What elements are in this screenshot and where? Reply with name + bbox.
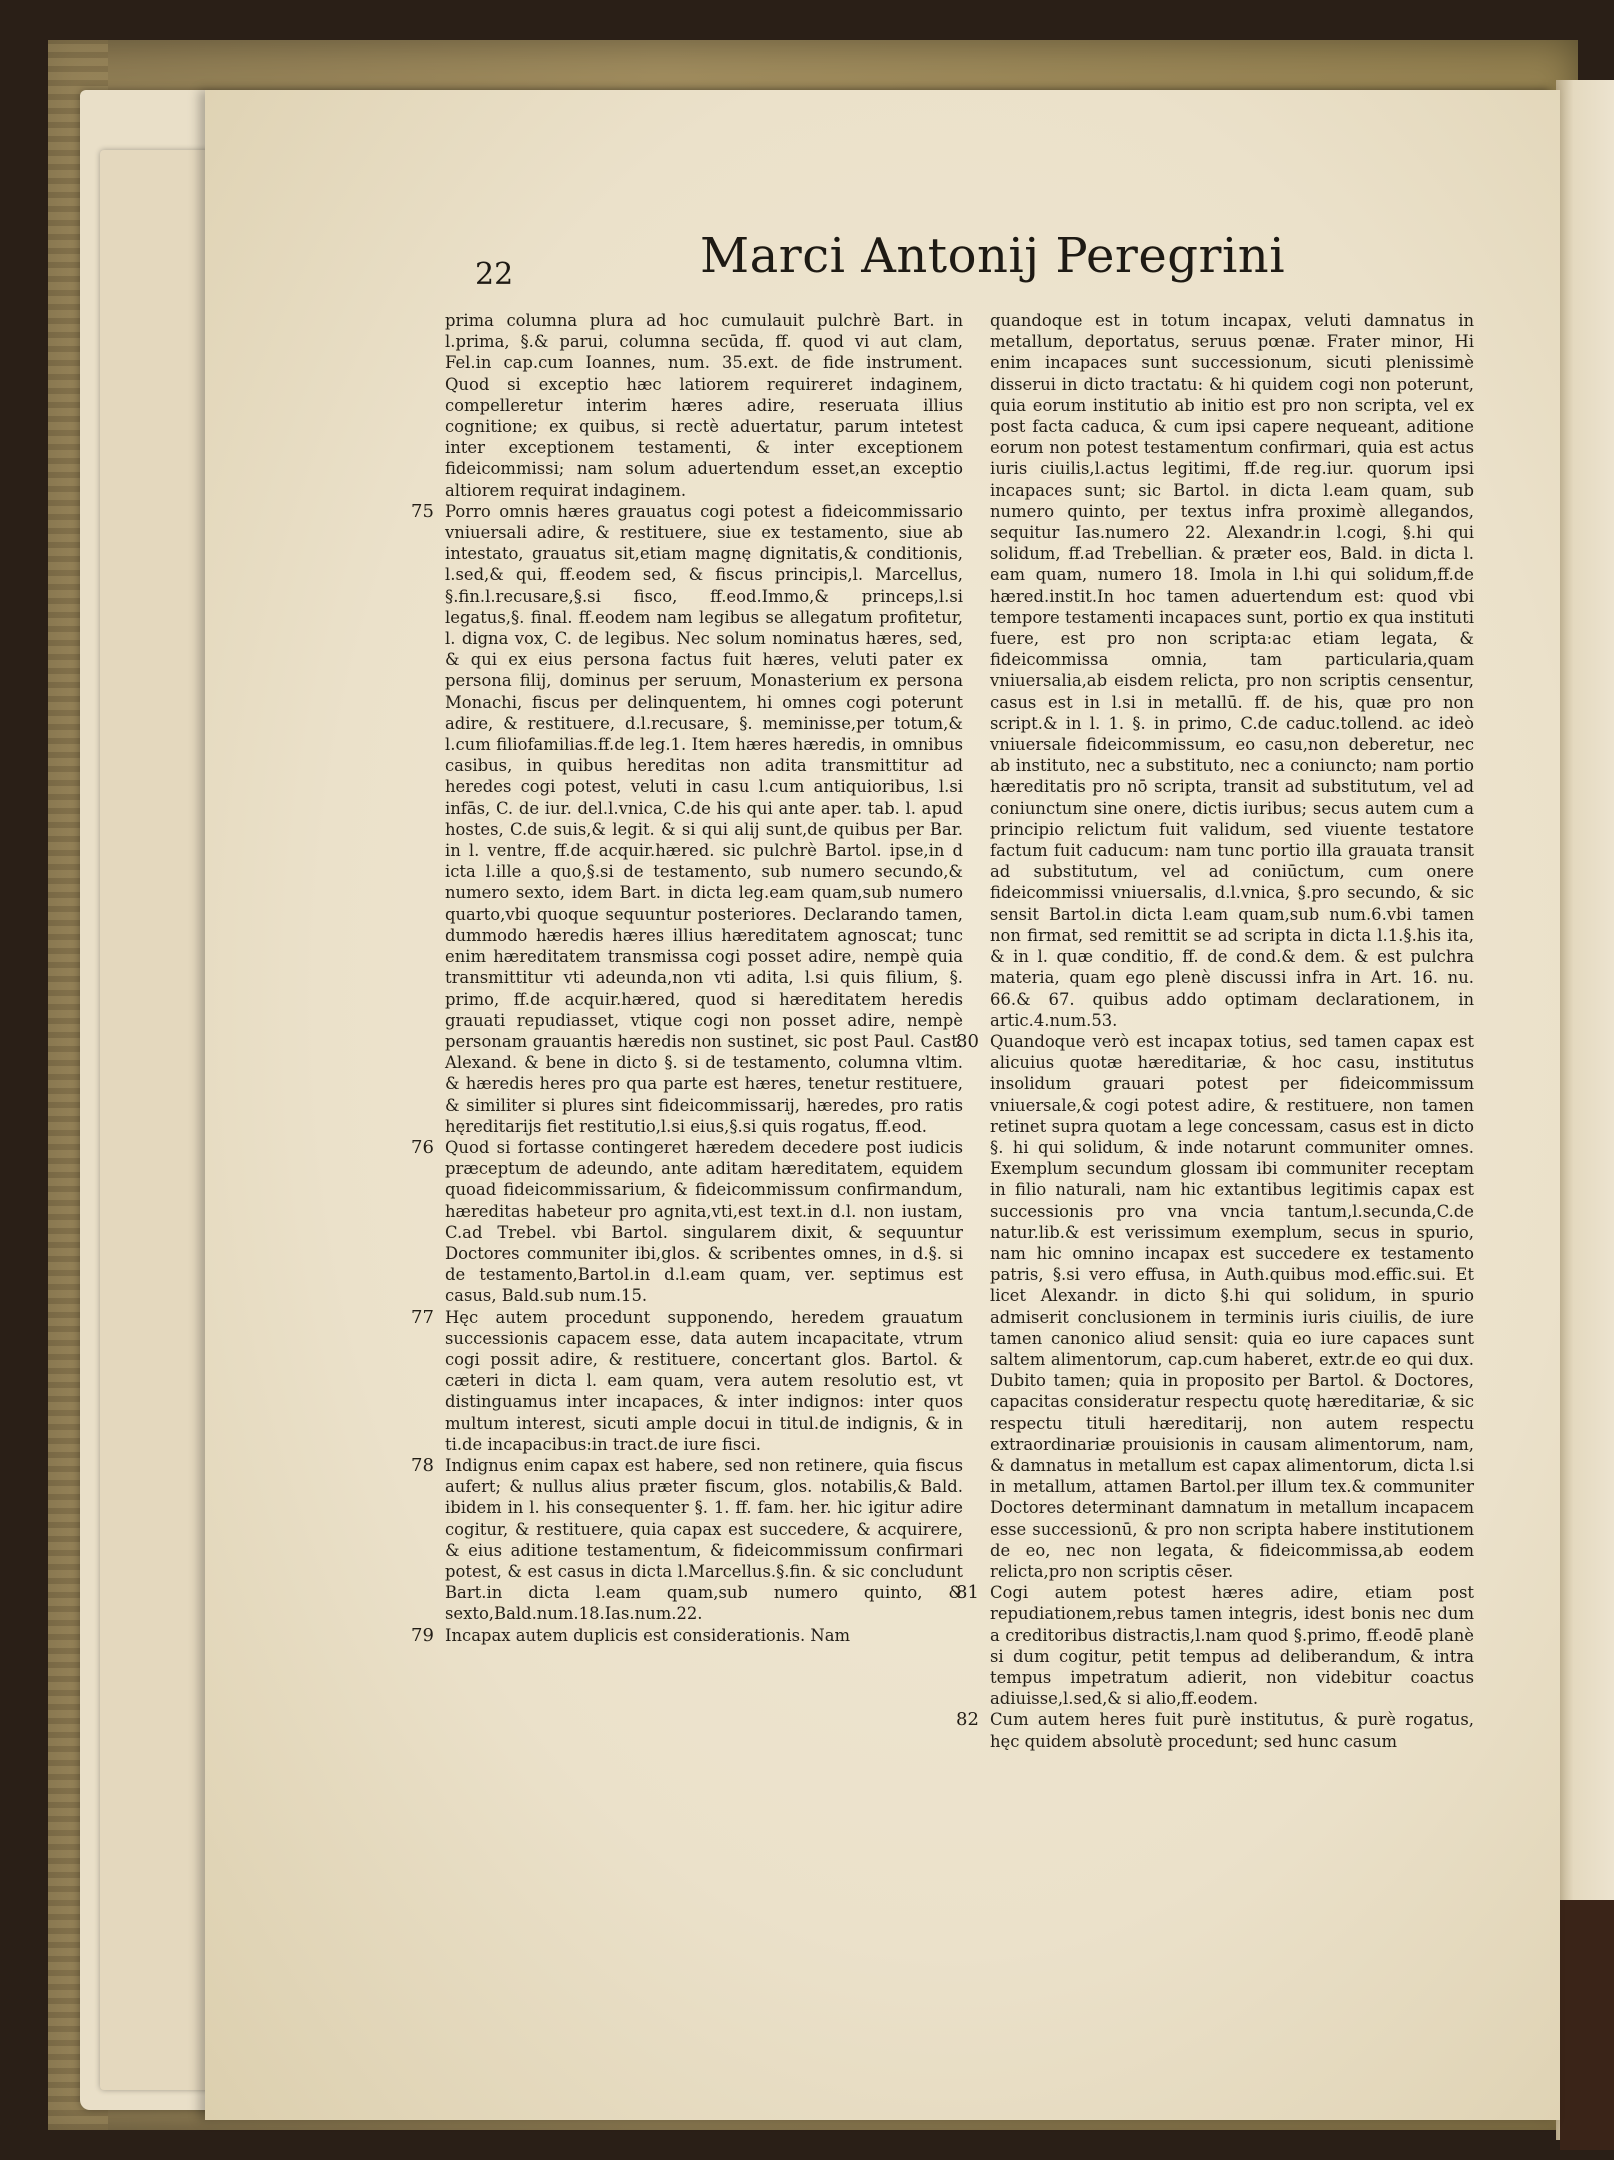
facing-page-edge <box>1556 80 1614 2140</box>
paragraph-77: Hęc autem procedunt supponendo, heredem grauatum successionis capacem esse, data autem incapacitate, vtrum cogi possit adire, & restituere, concertant glos. Bartol. & cæteri in dicta l. eam quam, vera autem resolutio est, vt distinguamus inter incapaces, & inter indignos: inter quos multum interest, sicuti ample docui in titul.de indignis, & in ti.de incapacibus:in tract.de iure fisci. <box>445 1307 963 1454</box>
margin-number-78: 78 <box>411 1454 434 1476</box>
page-number: 22 <box>475 257 514 292</box>
binding-shadow <box>1560 1900 1614 2150</box>
right-column-intro: quandoque est in totum incapax, veluti damnatus in metallum, deportatus, seruus pœnæ. Frater minor, Hi enim incapaces sunt successionum, sicuti plenissimè disserui in dicto tractatu: & hi quidem cogi non poterunt, quia eorum institutio ab initio est pro non scripta, vel ex post facta caduca, & cum ipsi capere nequeant, aditione eorum non potest testamentum confirmari, quia est actus iuris ciuilis,l.actus legitimi, ff.de reg.iur. quorum ipsi incapaces sunt; sic Bartol. in dicta l.eam quam, sub numero quinto, per textus infra proximè allegandos, sequitur Ias.numero 22. Alexandr.in l.cogi, §.hi qui solidum, ff.ad Trebellian. & præter eos, Bald. in dicta l. eam quam, numero 18. Imola in l.hi qui solidum,ff.de hæred.instit.In hoc tamen aduertendum est: quod vbi tempore testamenti incapaces sunt, portio ex qua instituti fuere, est pro non scripta:ac etiam legata, & fideicommissa omnia, tam particularia,quam vniuersalia,ab eisdem relicta, pro non scriptis censentur, casus est in l.si in metallū. ff. de his, quæ pro non script.& in l. 1. §. in primo, C.de caduc.tollend. ac ideò vniuersale fideicommissum, eo casu,non deberetur, nec ab instituto, nec a substituto, nec a coniuncto; nam portio hæreditatis pro nō scripta, transit ad substitutum, vel ad coniunctum sine onere, dictis iuribus; secus autem cum a principio relictum fuit validum, sed viuente testatore factum fuit caducum: nam tunc portio illa grauata transit ad substitutum, vel ad coniūctum, cum onere fideicommissi vniuersalis, d.l.vnica, §.pro secundo, & sic sensit Bartol.in dicta l.eam quam,sub num.6.vbi tamen non firmat, sed remittit se ad scripta in dicta l.1.§.his ita, & in l. quæ conditio, ff. de cond.& dem. & est pulchra materia, quam ego plenè discussi infra in Art. 16. nu. 66.& 67. quibus addo optimam declarationem, in artic.4.num.53. <box>990 311 1474 1030</box>
paragraph-79: Incapax autem duplicis est considerationis. Nam <box>445 1625 851 1645</box>
margin-number-80: 80 <box>956 1030 979 1052</box>
paragraph-75: Porro omnis hæres grauatus cogi potest a fideicommissario vniuersali adire, & restituere, siue ex testamento, siue ab intestato, grauatus sit,etiam magnę dignitatis,& conditionis, l.sed,& qui, ff.eodem sed, & fiscus principis,l. Marcellus, §.fin.l.recusare,§.si fisco, ff.eod.Immo,& princeps,l.si legatus,§. final. ff.eodem nam legibus se allegatum profitetur, l. digna vox, C. de legibus. Nec solum nominatus hæres, sed, & qui ex eius persona factus fuit hæres, veluti pater ex persona filij, dominus per seruum, Monasterium ex persona Monachi, fiscus per delinquentem, hi omnes cogi poterunt adire, & restituere, d.l.recusare, §. meminisse,per totum,& l.cum filiofamilias.ff.de leg.1. Item hæres hæredis, in omnibus casibus, in quibus hereditas non adita transmittitur ad heredes cogi potest, veluti in casu l.cum antiquioribus, l.si infās, C. de iur. del.l.vnica, C.de his qui ante aper. tab. l. apud hostes, C.de suis,& legit. & si qui alij sunt,de quibus per Bar. in l. ventre, ff.de acquir.hæred. sic pulchrè Bartol. ipse,in d icta l.ille a quo,§.si de testamento, sub numero secundo,& numero sexto, idem Bart. in dicta leg.eam quam,sub numero quarto,vbi quoque sequuntur posteriores. Declarando tamen, dummodo hæredis hæres illius hæreditatem agnoscat; tunc enim hæreditatem transmissa cogi posset adire, nempè quia transmittitur vti adeunda,non vti adita, l.si quis filium, §. primo, ff.de acquir.hæred, quod si hæreditatem heredis grauati repudiasset, vtique cogi non posset adire, nempè personam grauantis hæredis non sustinet, sic post Paul. Cast. Alexand. & bene in dicto §. si de testamento, columna vltim. & hæredis heres pro qua parte est hæres, tenetur restituere, & similiter si plures sint fideicommissarij, hæredes, pro ratis hęreditarijs fiet restitutio,l.si eius,§.si quis rogatus, ff.eod. <box>445 501 963 1136</box>
paragraph-82: Cum autem heres fuit purè institutus, & purè rogatus, hęc quidem absolutè procedunt; sed hunc casum <box>990 1710 1474 1751</box>
left-column <box>445 310 963 1646</box>
paragraph-78: Indignus enim capax est habere, sed non retinere, quia fiscus aufert; & nullus alius præter fiscum, glos. notabilis,& Bald. ibidem in l. his consequenter §. 1. ff. fam. her. hic igitur adire cogitur, & restituere, quia capax est succedere, & acquirere, & eius aditione testamentum, & fideicommissum confirmari potest, & est casus in dicta l.Marcellus.§.fin. & sic concludunt Bart.in dicta l.eam quam,sub numero quinto, & sexto,Bald.num.18.Ias.num.22. <box>445 1455 963 1624</box>
paragraph-81: Cogi autem potest hæres adire, etiam post repudiationem,rebus tamen integris, idest bonis nec dum a creditoribus distractis,l.nam quod §.primo, ff.eodē planè si dum cogitur, petit tempus ad deliberandum, & intra tempus impetratum adierit, non videbitur coactus adiuisse,l.sed,& si alio,ff.eodem. <box>990 1583 1474 1709</box>
margin-number-81: 81 <box>956 1582 979 1604</box>
margin-number-82: 82 <box>956 1709 979 1731</box>
paragraph-76: Quod si fortasse contingeret hæredem decedere post iudicis præceptum de adeundo, ante aditam hæreditatem, equidem quoad fideicommissarium, & fideicommissum confirmandum, hæreditas habeteur pro agnita,vti,est text.in d.l. non iustam, C.ad Trebel. vbi Bartol. singularem dixit, & sequuntur Doctores communiter ibi,glos. & scribentes omnes, in d.§. si de testamento,Bartol.in d.l.eam quam, ver. septimus est casus, Bald.sub num.15. <box>445 1137 963 1306</box>
right-column <box>990 310 1474 1752</box>
running-title: Marci Antonij Peregrini <box>700 228 1286 284</box>
paragraph-80: Quandoque verò est incapax totius, sed tamen capax est alicuius quotæ hæreditariæ, & hoc casu, institutus insolidum grauari potest per fideicommissum vniuersale,& cogi potest adire, & restituere, non tamen retinet supra quotam a lege concessam, casus est in dicto §. hi qui solidum, & inde notarunt communiter omnes. Exemplum secundum glossam ibi communiter receptam in filio naturali, nam hic extantibus legitimis capax est successionis pro vna vncia tantum,l.secunda,C.de natur.lib.& est verissimum exemplum, secus in spurio, nam hic omnino incapax est succedere ex testamento patris, §.si vero effusa, in Auth.quibus mod.effic.sui. Et licet Alexandr. in dicto §.hi qui solidum, in spurio admiserit conclusionem in terminis iuris ciuilis, de iure tamen canonico aliud sensit: quia eo iure capaces sunt saltem alimentorum, cap.cum haberet, extr.de eo qui dux. Dubito tamen; quia in proposito per Bartol. & Doctores, capacitas consideratur respectu quotę hæreditariæ, & sic respectu tituli hæreditarij, non autem respectu extraordinariæ prouisionis in causam alimentorum, nam, & damnatus in metallum est capax alimentorum, dicta l.si in metallum, attamen Bartol.per illum tex.& communiter Doctores determinant damnatum in metallum incapacem esse successionū, & pro non scripta habere institutionem de eo, nec non legata, & fideicommissa,ab eodem relicta,pro non scriptis cēser. <box>990 1031 1474 1581</box>
margin-number-77: 77 <box>411 1306 434 1328</box>
margin-number-76: 76 <box>411 1136 434 1158</box>
left-column-intro: prima columna plura ad hoc cumulauit pulchrè Bart. in l.prima, §.& parui, columna secūda, ff. quod vi aut clam, Fel.in cap.cum Ioannes, num. 35.ext. de fide instrument. Quod si exceptio hæc latiorem requireret indaginem, compelleretur interim hæres adire, reseruata illius cognitione; ex quibus, si rectè aduertatur, parum intetest inter exceptionem testamenti, & inter exceptionem fideicommissi; nam solum aduertendum esset,an exceptio altiorem requirat indaginem. <box>445 311 963 500</box>
margin-number-79: 79 <box>411 1624 434 1646</box>
margin-number-75: 75 <box>411 500 434 522</box>
